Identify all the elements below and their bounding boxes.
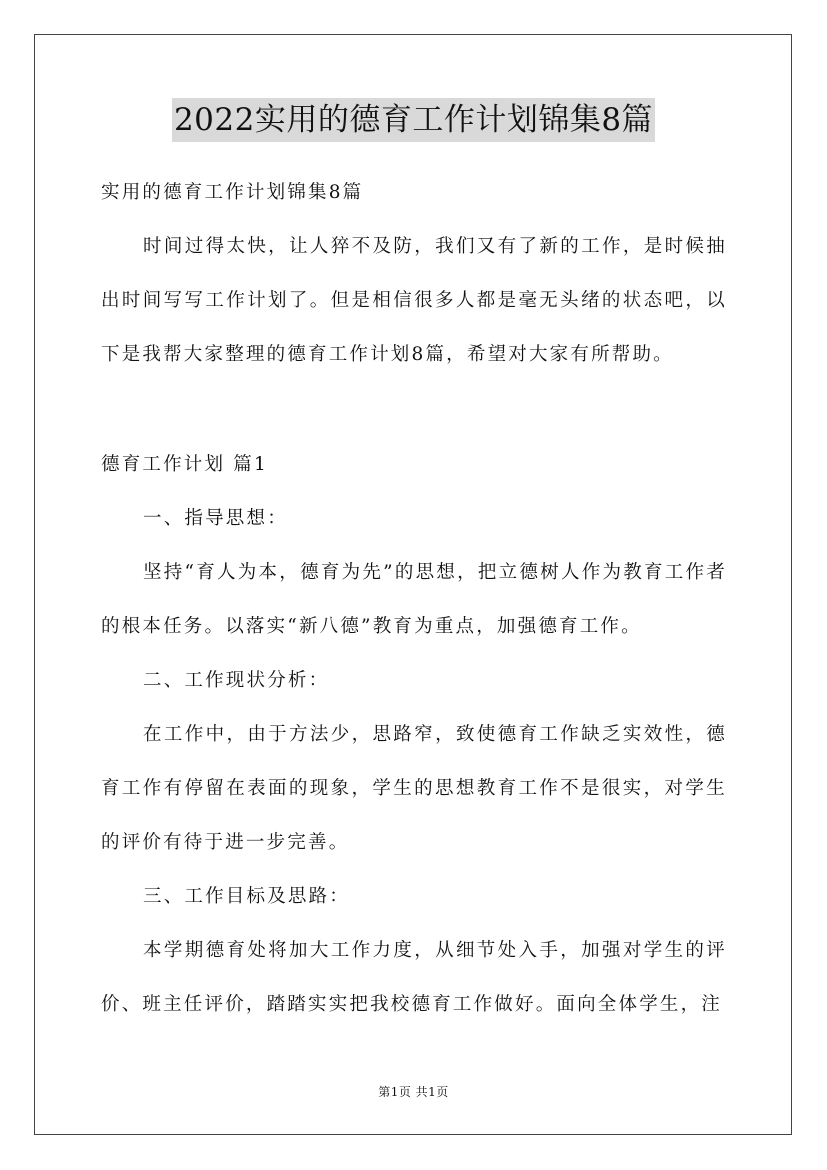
item3-heading: 三、工作目标及思路： xyxy=(143,886,351,907)
document-subtitle: 实用的德育工作计划锦集8篇 xyxy=(101,182,364,203)
item3-body: 本学期德育处将加大工作力度，从细节处入手，加强对学生的评价、班主任评价，踏踏实实把我校德育工作做好。面向全体学生，注 xyxy=(101,940,727,1015)
page-footer: 第1页 共1页 xyxy=(378,1085,449,1099)
intro-paragraph: 时间过得太快，让人猝不及防，我们又有了新的工作，是时候抽出时间写写工作计划了。但是相信很多人都是毫无头绪的状态吧，以下是我帮大家整理的德育工作计划8篇，希望对大家有所帮助。 xyxy=(101,236,727,365)
item2-body: 在工作中，由于方法少，思路窄，致使德育工作缺乏实效性，德育工作有停留在表面的现象，学生的思想教育工作不是很实，对学生的评价有待于进一步完善。 xyxy=(101,724,727,853)
item1-body: 坚持“育人为本，德育为先”的思想，把立德树人作为教育工作者的根本任务。以落实“新八德”教育为重点，加强德育工作。 xyxy=(101,562,727,637)
document-title: 2022实用的德育工作计划锦集8篇 xyxy=(172,98,655,142)
item1-heading: 一、指导思想： xyxy=(143,508,288,529)
item2-heading: 二、工作现状分析： xyxy=(143,670,330,691)
section-heading: 德育工作计划 篇1 xyxy=(101,454,268,475)
document-title-wrapper xyxy=(0,98,827,142)
